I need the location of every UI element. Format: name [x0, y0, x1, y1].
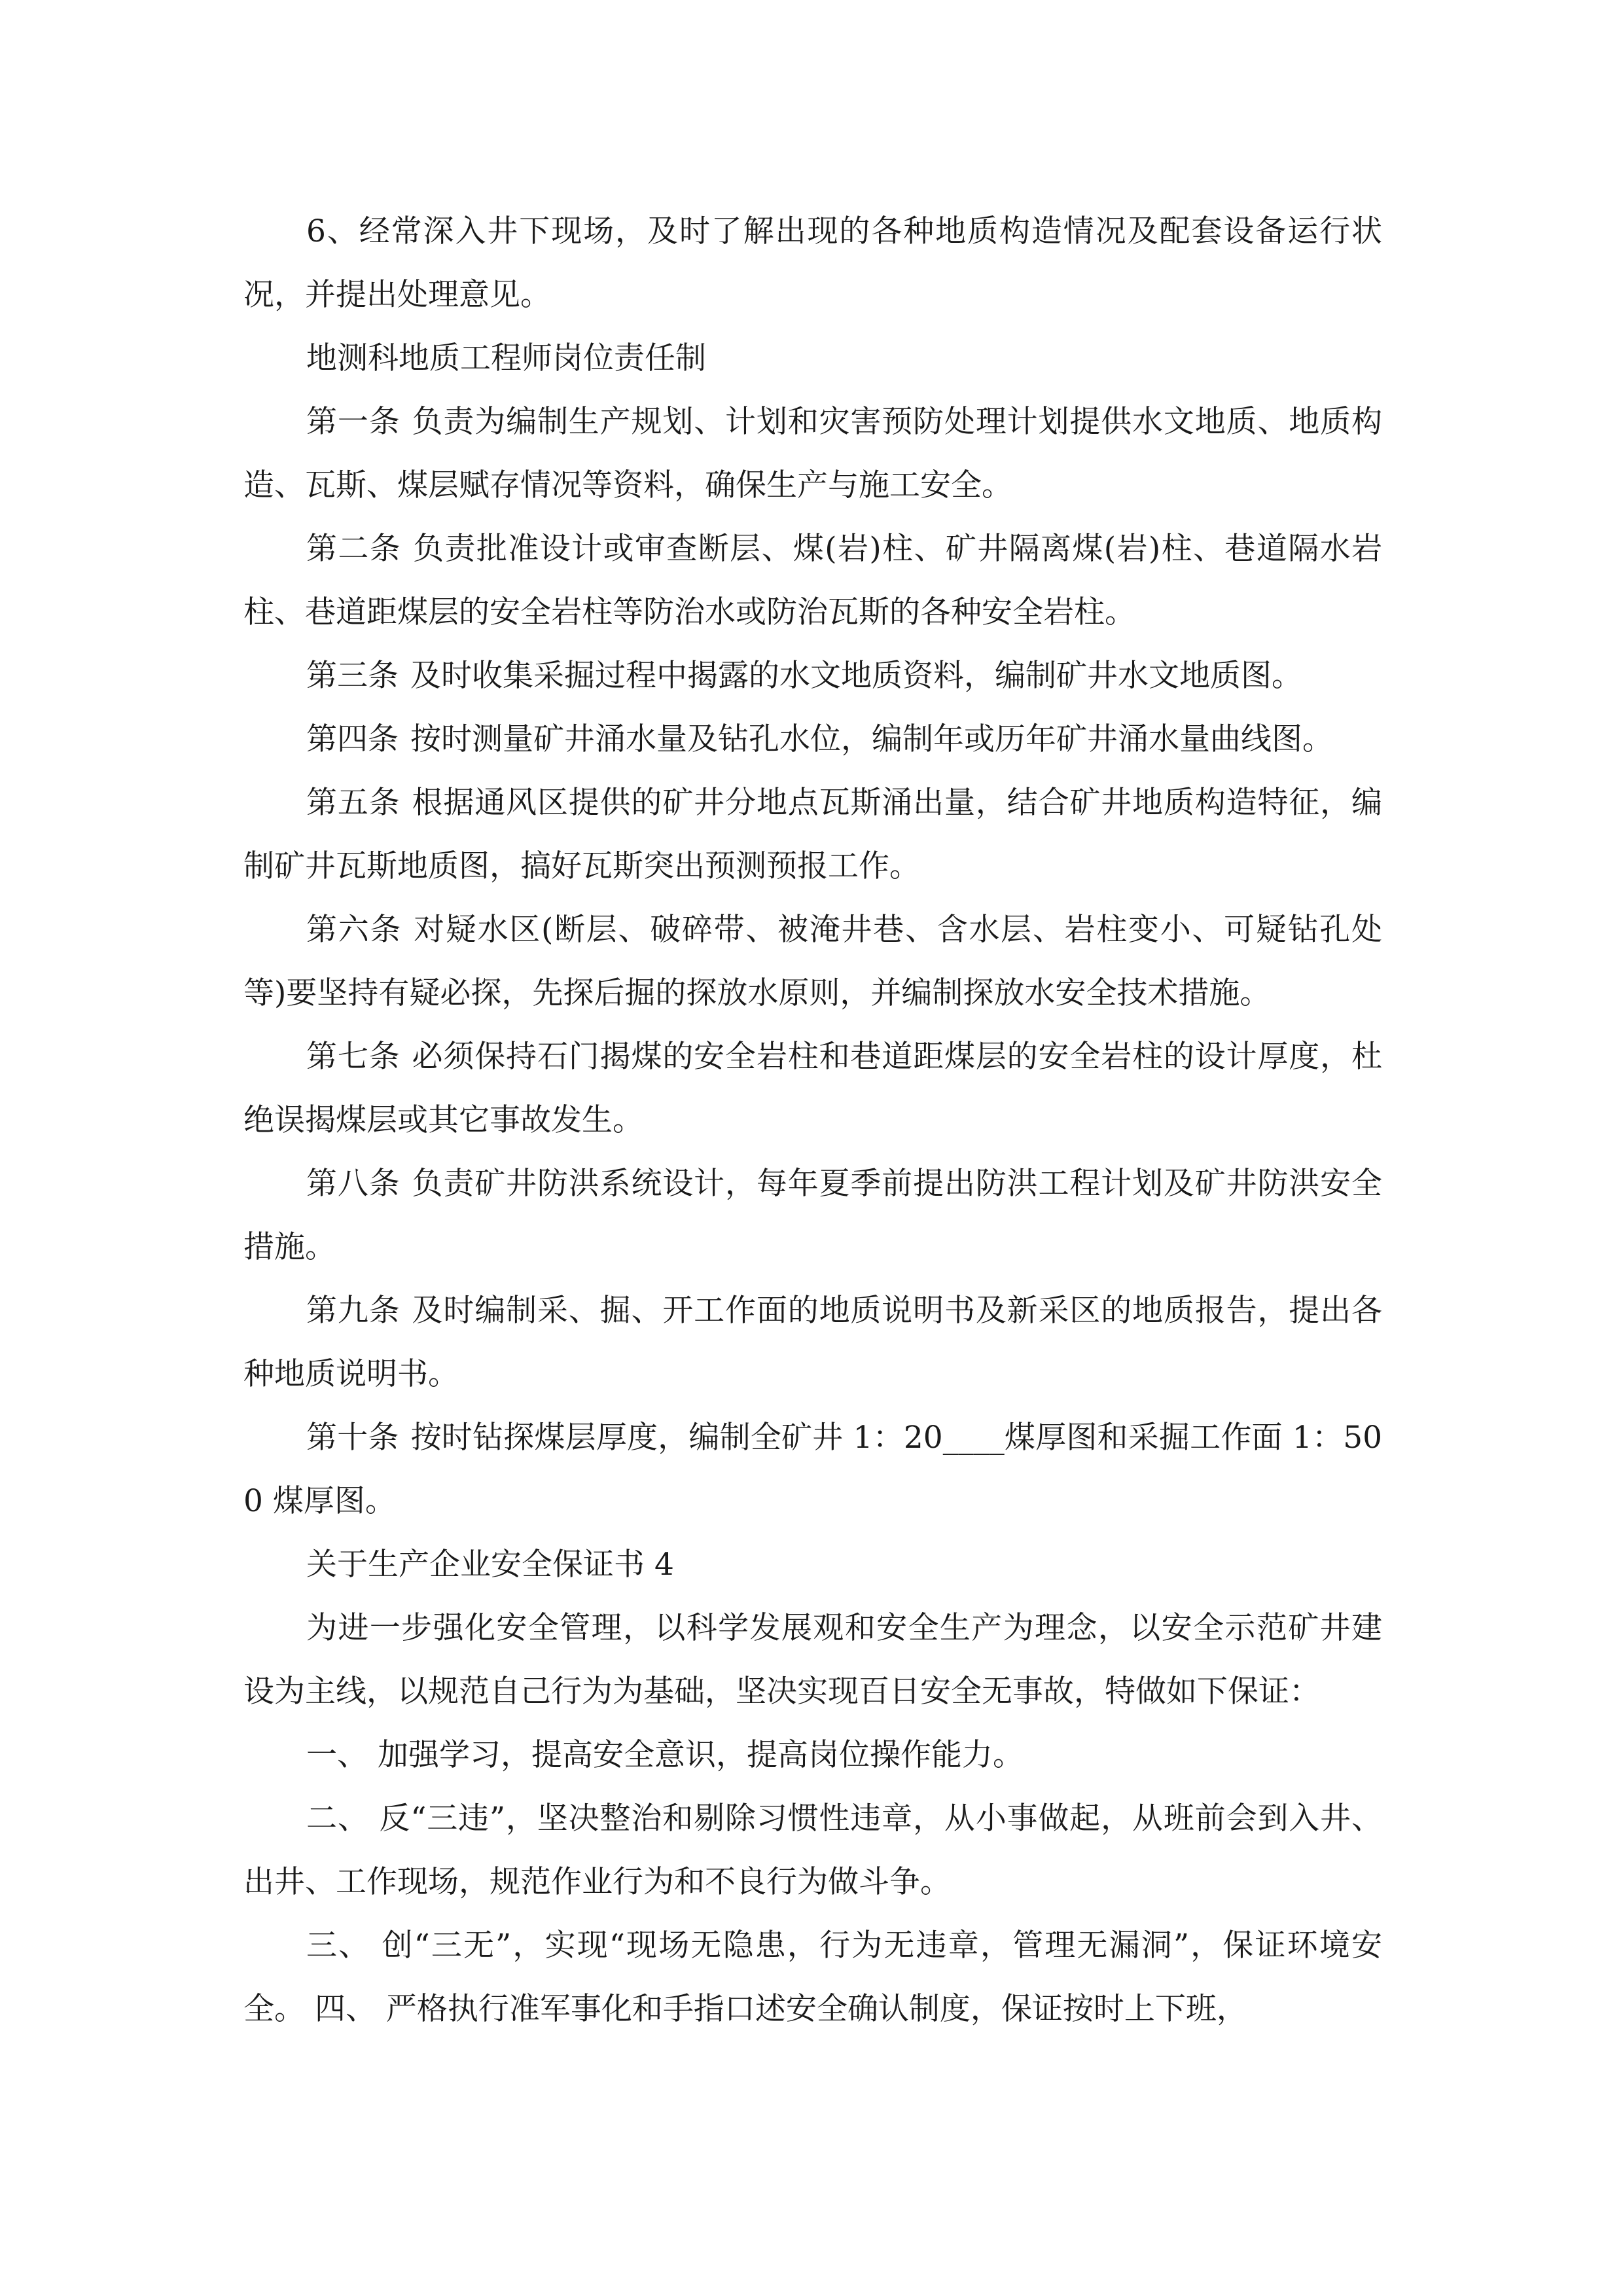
heading-text: 地测科地质工程师岗位责任制: [306, 340, 706, 376]
article-9: [243, 1279, 1382, 1406]
article-2: [243, 517, 1382, 644]
article-label: 第四条: [306, 721, 399, 757]
pledge-item-2: [243, 1787, 1382, 1914]
article-text: 负责矿井防洪系统设计，每年夏季前提出防洪工程计划及矿井防洪安全措施。: [243, 1166, 1382, 1265]
article-label: 第三条: [306, 658, 399, 694]
article-6: [243, 898, 1382, 1025]
paragraph-text: 6、经常深入井下现场，及时了解出现的各种地质构造情况及配套设备运行状况，并提出处理意见。: [243, 213, 1382, 313]
article-4: [243, 708, 1382, 771]
pledge-intro: [243, 1596, 1382, 1723]
article-label: 第二条: [306, 531, 402, 567]
article-text: 及时收集采掘过程中揭露的水文地质资料，编制矿井水文地质图。: [410, 658, 1302, 694]
article-text: 根据通风区提供的矿井分地点瓦斯涌出量，结合矿井地质构造特征，编制矿井瓦斯地质图，搞好瓦斯突出预测预报工作。: [243, 785, 1382, 884]
article-label: 第一条: [306, 404, 401, 440]
paragraph-text: 一、 加强学习，提高安全意识，提高岗位操作能力。: [306, 1737, 1024, 1773]
article-8: [243, 1152, 1382, 1279]
article-text: 按时测量矿井涌水量及钻孔水位，编制年或历年矿井涌水量曲线图。: [410, 721, 1333, 757]
paragraph-text: 为进一步强化安全管理，以科学发展观和安全生产为理念，以安全示范矿井建设为主线，以规范自己行为为基础，坚决实现百日安全无事故，特做如下保证：: [243, 1610, 1382, 1710]
article-text: 按时钻探煤层厚度，编制全矿井 1：20____煤厚图和采掘工作面 1：500 煤厚图。: [243, 1420, 1382, 1519]
paragraph-text: 二、 反“三违”，坚决整治和剔除习惯性违章，从小事做起，从班前会到入井、出井、工作现场，规范作业行为和不良行为做斗争。: [243, 1801, 1382, 1900]
article-10: [243, 1406, 1382, 1533]
article-5: [243, 771, 1382, 898]
paragraph-text: 三、 创“三无”，实现“现场无隐患，行为无违章，管理无漏洞”，保证环境安全。 四、 严格执行准军事化和手指口述安全确认制度，保证按时上下班，: [243, 1928, 1382, 2027]
section-heading-geology-engineer: [243, 327, 1382, 390]
article-text: 必须保持石门揭煤的安全岩柱和巷道距煤层的安全岩柱的设计厚度，杜绝误揭煤层或其它事故发生。: [243, 1039, 1382, 1138]
pledge-item-1: [243, 1723, 1382, 1787]
heading-text: 关于生产企业安全保证书 4: [306, 1547, 674, 1583]
article-text: 负责为编制生产规划、计划和灾害预防处理计划提供水文地质、地质构造、瓦斯、煤层赋存情况等资料，确保生产与施工安全。: [243, 404, 1382, 503]
article-label: 第十条: [306, 1420, 399, 1456]
article-text: 对疑水区(断层、破碎带、被淹井巷、含水层、岩柱变小、可疑钻孔处等)要坚持有疑必探，先探后掘的探放水原则，并编制探放水安全技术措施。: [243, 912, 1382, 1011]
article-1: [243, 390, 1382, 517]
article-text: 负责批准设计或审查断层、煤(岩)柱、矿井隔离煤(岩)柱、巷道隔水岩柱、巷道距煤层的安全岩柱等防治水或防治瓦斯的各种安全岩柱。: [243, 531, 1382, 630]
article-label: 第八条: [306, 1166, 401, 1202]
article-text: 及时编制采、掘、开工作面的地质说明书及新采区的地质报告，提出各种地质说明书。: [243, 1293, 1382, 1392]
article-label: 第七条: [306, 1039, 401, 1075]
article-3: [243, 644, 1382, 708]
article-label: 第五条: [306, 785, 401, 821]
article-label: 第九条: [306, 1293, 401, 1329]
document-body: [243, 200, 1382, 2041]
article-7: [243, 1025, 1382, 1152]
article-label: 第六条: [306, 912, 402, 948]
paragraph-item-6: [243, 200, 1382, 327]
pledge-item-3: [243, 1914, 1382, 2041]
section-heading-safety-pledge: [243, 1533, 1382, 1596]
